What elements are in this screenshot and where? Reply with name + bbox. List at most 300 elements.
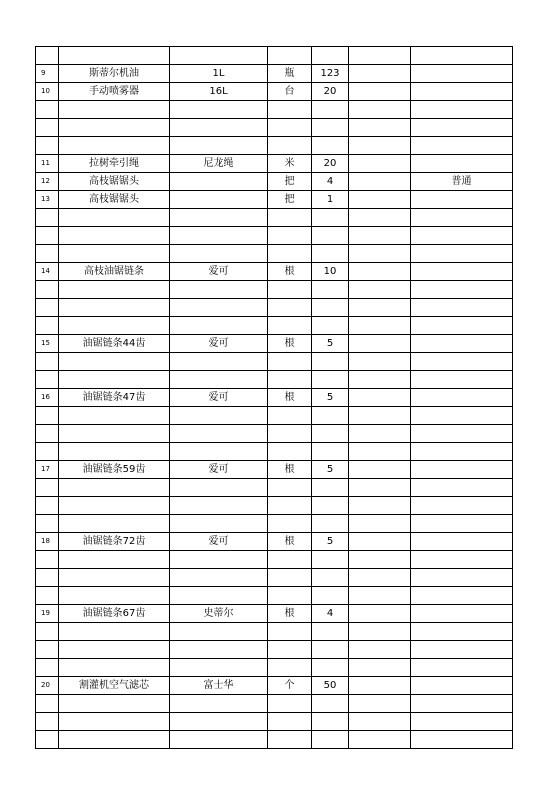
item-quantity [312, 299, 349, 317]
item-note [411, 317, 513, 335]
item-note [411, 281, 513, 299]
item-extra [349, 713, 411, 731]
item-extra [349, 299, 411, 317]
item-unit [268, 515, 312, 533]
item-note [411, 227, 513, 245]
blank-row [36, 659, 513, 677]
item-extra [349, 245, 411, 263]
item-extra [349, 83, 411, 101]
row-number [36, 137, 59, 155]
item-note [411, 335, 513, 353]
item-quantity [312, 245, 349, 263]
item-spec: 1L [170, 65, 268, 83]
row-number [36, 641, 59, 659]
item-spec [170, 623, 268, 641]
row-number [36, 587, 59, 605]
item-name [59, 353, 170, 371]
item-name [59, 497, 170, 515]
item-extra [349, 623, 411, 641]
item-spec: 爱可 [170, 263, 268, 281]
item-spec [170, 281, 268, 299]
row-number: 17 [36, 461, 59, 479]
item-name [59, 227, 170, 245]
item-extra [349, 101, 411, 119]
item-name: 割灌机空气滤芯 [59, 677, 170, 695]
item-spec [170, 353, 268, 371]
blank-row [36, 731, 513, 749]
item-unit [268, 551, 312, 569]
item-name: 高枝锯锯头 [59, 173, 170, 191]
item-unit [268, 299, 312, 317]
item-quantity: 4 [312, 173, 349, 191]
item-name [59, 569, 170, 587]
item-note [411, 83, 513, 101]
table-row [36, 533, 513, 551]
item-quantity: 5 [312, 533, 349, 551]
item-name: 手动喷雾器 [59, 83, 170, 101]
item-unit: 根 [268, 335, 312, 353]
item-name [59, 299, 170, 317]
item-spec [170, 101, 268, 119]
row-number [36, 659, 59, 677]
row-number [36, 569, 59, 587]
item-extra [349, 47, 411, 65]
item-extra [349, 551, 411, 569]
item-unit [268, 281, 312, 299]
item-name: 高枝锯锯头 [59, 191, 170, 209]
item-unit: 瓶 [268, 65, 312, 83]
item-quantity [312, 137, 349, 155]
item-spec: 富士华 [170, 677, 268, 695]
item-note [411, 65, 513, 83]
item-quantity: 5 [312, 461, 349, 479]
item-spec [170, 515, 268, 533]
item-quantity [312, 407, 349, 425]
blank-row [36, 587, 513, 605]
item-quantity [312, 281, 349, 299]
item-name [59, 245, 170, 263]
item-spec [170, 407, 268, 425]
item-unit [268, 407, 312, 425]
item-note [411, 605, 513, 623]
item-name [59, 515, 170, 533]
item-note: 普通 [411, 173, 513, 191]
row-number [36, 443, 59, 461]
row-number: 9 [36, 65, 59, 83]
item-note [411, 695, 513, 713]
item-name [59, 641, 170, 659]
item-quantity [312, 731, 349, 749]
table-row [36, 335, 513, 353]
item-name: 油锯链条67齿 [59, 605, 170, 623]
item-extra [349, 353, 411, 371]
item-name [59, 317, 170, 335]
row-number [36, 317, 59, 335]
item-spec [170, 713, 268, 731]
item-unit [268, 497, 312, 515]
item-note [411, 119, 513, 137]
item-name: 高枝油锯链条 [59, 263, 170, 281]
item-name: 油锯链条44齿 [59, 335, 170, 353]
item-note [411, 353, 513, 371]
item-extra [349, 425, 411, 443]
blank-row [36, 407, 513, 425]
item-quantity [312, 659, 349, 677]
table-row [36, 173, 513, 191]
item-name [59, 551, 170, 569]
item-quantity [312, 623, 349, 641]
row-number [36, 731, 59, 749]
item-extra [349, 173, 411, 191]
item-unit [268, 119, 312, 137]
item-note [411, 461, 513, 479]
item-unit: 把 [268, 191, 312, 209]
item-unit [268, 587, 312, 605]
item-quantity [312, 587, 349, 605]
item-note [411, 155, 513, 173]
item-spec [170, 551, 268, 569]
item-note [411, 425, 513, 443]
item-spec [170, 497, 268, 515]
item-spec [170, 191, 268, 209]
row-number [36, 353, 59, 371]
row-number: 14 [36, 263, 59, 281]
item-quantity [312, 209, 349, 227]
item-unit [268, 209, 312, 227]
item-name: 斯蒂尔机油 [59, 65, 170, 83]
table-row [36, 155, 513, 173]
blank-row [36, 623, 513, 641]
item-quantity [312, 443, 349, 461]
row-number [36, 209, 59, 227]
item-spec [170, 587, 268, 605]
item-note [411, 587, 513, 605]
item-unit [268, 47, 312, 65]
item-quantity [312, 515, 349, 533]
item-extra [349, 281, 411, 299]
item-name [59, 587, 170, 605]
item-spec: 爱可 [170, 335, 268, 353]
item-quantity [312, 497, 349, 515]
item-spec [170, 227, 268, 245]
table-row [36, 65, 513, 83]
item-extra [349, 317, 411, 335]
item-note [411, 245, 513, 263]
item-unit [268, 623, 312, 641]
item-quantity [312, 317, 349, 335]
item-extra [349, 137, 411, 155]
blank-row [36, 353, 513, 371]
row-number [36, 227, 59, 245]
item-spec [170, 569, 268, 587]
item-unit [268, 227, 312, 245]
row-number [36, 299, 59, 317]
item-quantity [312, 119, 349, 137]
item-name [59, 623, 170, 641]
blank-row [36, 569, 513, 587]
item-note [411, 731, 513, 749]
item-name: 油锯链条59齿 [59, 461, 170, 479]
item-unit [268, 479, 312, 497]
item-extra [349, 155, 411, 173]
item-spec: 史蒂尔 [170, 605, 268, 623]
blank-row [36, 443, 513, 461]
row-number: 11 [36, 155, 59, 173]
row-number [36, 47, 59, 65]
item-spec [170, 641, 268, 659]
item-extra [349, 533, 411, 551]
item-spec [170, 299, 268, 317]
item-extra [349, 641, 411, 659]
item-unit [268, 695, 312, 713]
item-spec [170, 317, 268, 335]
item-unit: 米 [268, 155, 312, 173]
table-row [36, 83, 513, 101]
row-number [36, 551, 59, 569]
blank-row [36, 713, 513, 731]
item-extra [349, 263, 411, 281]
item-quantity [312, 695, 349, 713]
item-extra [349, 695, 411, 713]
item-spec [170, 119, 268, 137]
item-quantity [312, 569, 349, 587]
item-note [411, 497, 513, 515]
inventory-table [35, 46, 513, 749]
item-extra [349, 371, 411, 389]
blank-row [36, 101, 513, 119]
blank-row [36, 299, 513, 317]
item-quantity [312, 713, 349, 731]
item-extra [349, 569, 411, 587]
item-note [411, 137, 513, 155]
item-quantity: 20 [312, 83, 349, 101]
row-number: 19 [36, 605, 59, 623]
item-quantity: 10 [312, 263, 349, 281]
item-unit [268, 101, 312, 119]
item-spec [170, 695, 268, 713]
item-note [411, 191, 513, 209]
item-extra [349, 227, 411, 245]
item-quantity [312, 101, 349, 119]
item-note [411, 713, 513, 731]
item-spec [170, 209, 268, 227]
item-spec: 16L [170, 83, 268, 101]
item-note [411, 101, 513, 119]
row-number [36, 101, 59, 119]
item-note [411, 623, 513, 641]
item-note [411, 533, 513, 551]
item-name [59, 137, 170, 155]
item-unit [268, 317, 312, 335]
item-unit [268, 641, 312, 659]
item-note [411, 389, 513, 407]
item-note [411, 551, 513, 569]
table-row [36, 389, 513, 407]
blank-row [36, 137, 513, 155]
item-quantity [312, 353, 349, 371]
item-name [59, 731, 170, 749]
blank-row [36, 497, 513, 515]
item-extra [349, 335, 411, 353]
item-name [59, 209, 170, 227]
row-number [36, 407, 59, 425]
item-unit: 把 [268, 173, 312, 191]
item-spec [170, 137, 268, 155]
item-extra [349, 407, 411, 425]
item-spec [170, 371, 268, 389]
item-spec: 爱可 [170, 389, 268, 407]
row-number: 12 [36, 173, 59, 191]
item-unit: 根 [268, 461, 312, 479]
item-note [411, 371, 513, 389]
item-extra [349, 65, 411, 83]
row-number [36, 425, 59, 443]
blank-row [36, 47, 513, 65]
item-quantity: 123 [312, 65, 349, 83]
row-number [36, 497, 59, 515]
item-unit [268, 659, 312, 677]
item-extra [349, 461, 411, 479]
row-number [36, 713, 59, 731]
item-note [411, 659, 513, 677]
item-unit: 根 [268, 263, 312, 281]
item-name [59, 659, 170, 677]
item-note [411, 515, 513, 533]
table-row [36, 191, 513, 209]
item-extra [349, 119, 411, 137]
item-quantity: 5 [312, 335, 349, 353]
item-spec: 尼龙绳 [170, 155, 268, 173]
item-extra [349, 497, 411, 515]
blank-row [36, 119, 513, 137]
blank-row [36, 317, 513, 335]
item-note [411, 263, 513, 281]
blank-row [36, 479, 513, 497]
item-extra [349, 443, 411, 461]
item-spec [170, 443, 268, 461]
row-number [36, 119, 59, 137]
item-unit: 根 [268, 389, 312, 407]
table-body [36, 47, 513, 749]
row-number [36, 281, 59, 299]
item-unit: 根 [268, 533, 312, 551]
item-quantity: 5 [312, 389, 349, 407]
item-name [59, 695, 170, 713]
table-row [36, 605, 513, 623]
item-name [59, 407, 170, 425]
table-row [36, 263, 513, 281]
item-extra [349, 515, 411, 533]
blank-row [36, 209, 513, 227]
row-number: 15 [36, 335, 59, 353]
table-row [36, 677, 513, 695]
item-name [59, 47, 170, 65]
row-number: 13 [36, 191, 59, 209]
item-note [411, 677, 513, 695]
item-quantity [312, 371, 349, 389]
item-name [59, 119, 170, 137]
item-note [411, 641, 513, 659]
blank-row [36, 371, 513, 389]
blank-row [36, 695, 513, 713]
row-number [36, 695, 59, 713]
item-unit [268, 731, 312, 749]
row-number: 18 [36, 533, 59, 551]
item-quantity [312, 551, 349, 569]
blank-row [36, 515, 513, 533]
item-name [59, 425, 170, 443]
item-spec: 爱可 [170, 533, 268, 551]
item-spec [170, 425, 268, 443]
item-quantity: 4 [312, 605, 349, 623]
item-name [59, 713, 170, 731]
blank-row [36, 641, 513, 659]
item-spec [170, 479, 268, 497]
blank-row [36, 227, 513, 245]
item-name [59, 443, 170, 461]
item-note [411, 569, 513, 587]
item-quantity [312, 227, 349, 245]
item-unit [268, 353, 312, 371]
blank-row [36, 245, 513, 263]
item-unit [268, 245, 312, 263]
item-quantity [312, 47, 349, 65]
row-number: 10 [36, 83, 59, 101]
item-note [411, 443, 513, 461]
item-unit [268, 425, 312, 443]
item-note [411, 209, 513, 227]
item-extra [349, 731, 411, 749]
table-row [36, 461, 513, 479]
item-extra [349, 605, 411, 623]
row-number [36, 479, 59, 497]
item-name: 拉树牵引绳 [59, 155, 170, 173]
row-number [36, 515, 59, 533]
item-unit: 根 [268, 605, 312, 623]
item-unit: 个 [268, 677, 312, 695]
item-extra [349, 659, 411, 677]
item-quantity: 1 [312, 191, 349, 209]
item-unit [268, 443, 312, 461]
item-name [59, 101, 170, 119]
item-extra [349, 587, 411, 605]
item-unit [268, 137, 312, 155]
item-quantity [312, 641, 349, 659]
item-name [59, 371, 170, 389]
item-name: 油锯链条47齿 [59, 389, 170, 407]
item-quantity [312, 479, 349, 497]
item-spec: 爱可 [170, 461, 268, 479]
row-number: 20 [36, 677, 59, 695]
item-unit [268, 569, 312, 587]
item-name [59, 281, 170, 299]
item-unit [268, 713, 312, 731]
item-spec [170, 659, 268, 677]
item-quantity [312, 425, 349, 443]
item-extra [349, 209, 411, 227]
item-note [411, 479, 513, 497]
item-extra [349, 389, 411, 407]
item-extra [349, 677, 411, 695]
item-note [411, 299, 513, 317]
item-unit [268, 371, 312, 389]
item-extra [349, 479, 411, 497]
item-spec [170, 245, 268, 263]
blank-row [36, 551, 513, 569]
item-spec [170, 47, 268, 65]
row-number [36, 623, 59, 641]
item-quantity: 20 [312, 155, 349, 173]
